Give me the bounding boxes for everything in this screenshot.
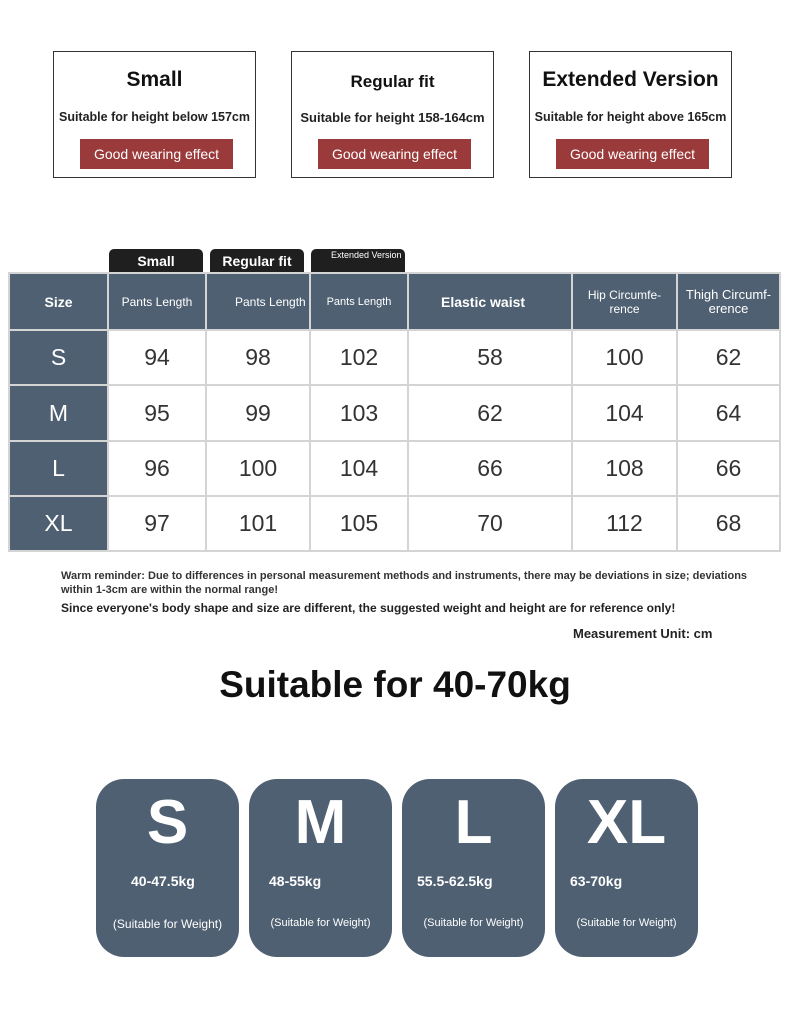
table-cell: 100 bbox=[572, 330, 677, 385]
version-card-extended bbox=[529, 51, 732, 178]
header-size: Size bbox=[9, 273, 108, 330]
version-title: Extended Version bbox=[542, 68, 719, 91]
table-cell: 62 bbox=[677, 330, 780, 385]
tag-extended: Extended Version bbox=[311, 249, 405, 273]
measurement-unit: Measurement Unit: cm bbox=[573, 626, 713, 641]
table-cell: 112 bbox=[572, 496, 677, 551]
weight-label: (Suitable for Weight) bbox=[112, 917, 223, 931]
table-cell: 94 bbox=[108, 330, 206, 385]
weight-range: 48-55kg bbox=[269, 873, 322, 889]
weight-size-letter: L bbox=[454, 788, 493, 857]
table-cell: 100 bbox=[206, 441, 310, 496]
row-size: L bbox=[9, 441, 108, 496]
table-cell: 97 bbox=[108, 496, 206, 551]
weight-range: 63-70kg bbox=[570, 873, 623, 889]
table-cell: 99 bbox=[206, 385, 310, 440]
table-cell: 104 bbox=[572, 385, 677, 440]
weight-card-m bbox=[249, 779, 392, 957]
weight-card-l bbox=[402, 779, 545, 957]
row-size: S bbox=[9, 330, 108, 385]
size-table bbox=[8, 272, 781, 552]
header-thigh: Thigh Circumf-erence bbox=[677, 273, 780, 330]
weight-size-letter: S bbox=[146, 788, 189, 857]
header-hip: Hip Circumfe-rence bbox=[572, 273, 677, 330]
table-row bbox=[9, 441, 780, 496]
table-cell: 103 bbox=[310, 385, 408, 440]
table-cell: 64 bbox=[677, 385, 780, 440]
weight-range: 55.5-62.5kg bbox=[417, 873, 493, 889]
table-row bbox=[9, 385, 780, 440]
header-elastic-waist: Elastic waist bbox=[408, 273, 572, 330]
row-size: XL bbox=[9, 496, 108, 551]
version-title: Small bbox=[126, 68, 183, 91]
weight-label: (Suitable for Weight) bbox=[270, 917, 371, 929]
version-height: Suitable for height 158-164cm bbox=[300, 110, 485, 125]
weight-size-letter: XL bbox=[586, 788, 667, 857]
version-badge: Good wearing effect bbox=[556, 139, 709, 169]
table-cell: 101 bbox=[206, 496, 310, 551]
weight-range: 40-47.5kg bbox=[131, 873, 195, 889]
weight-card-s bbox=[96, 779, 239, 957]
table-row bbox=[9, 330, 780, 385]
row-size: M bbox=[9, 385, 108, 440]
table-cell: 68 bbox=[677, 496, 780, 551]
table-cell: 102 bbox=[310, 330, 408, 385]
table-header-row bbox=[9, 273, 780, 330]
table-cell: 62 bbox=[408, 385, 572, 440]
table-cell: 66 bbox=[677, 441, 780, 496]
weight-size-letter: M bbox=[294, 788, 347, 857]
tag-small: Small bbox=[109, 249, 203, 273]
weight-label: (Suitable for Weight) bbox=[576, 917, 677, 929]
version-title: Regular fit bbox=[350, 72, 435, 91]
version-card-small bbox=[53, 51, 256, 178]
table-cell: 98 bbox=[206, 330, 310, 385]
version-height: Suitable for height below 157cm bbox=[58, 110, 250, 124]
version-badge: Good wearing effect bbox=[318, 139, 471, 169]
warm-reminder: Warm reminder: Due to differences in personal measurement methods and instruments, there may be deviations in size; deviations within 1-3cm are within the normal range! bbox=[61, 570, 748, 596]
version-card-regular bbox=[291, 51, 494, 178]
header-pants-length-regular: Pants Length bbox=[206, 273, 310, 330]
weight-card-xl bbox=[555, 779, 698, 957]
table-cell: 104 bbox=[310, 441, 408, 496]
table-cell: 108 bbox=[572, 441, 677, 496]
version-badge: Good wearing effect bbox=[80, 139, 233, 169]
weight-label: (Suitable for Weight) bbox=[423, 917, 524, 929]
tag-regular: Regular fit bbox=[210, 249, 304, 273]
reference-note: Since everyone's body shape and size are different, the suggested weight and height are for reference only! bbox=[61, 601, 676, 615]
header-pants-length-small: Pants Length bbox=[108, 273, 206, 330]
suitable-weight-title: Suitable for 40-70kg bbox=[219, 664, 571, 705]
table-cell: 58 bbox=[408, 330, 572, 385]
table-row bbox=[9, 496, 780, 551]
table-cell: 66 bbox=[408, 441, 572, 496]
header-pants-length-extended: Pants Length bbox=[310, 273, 408, 330]
table-cell: 105 bbox=[310, 496, 408, 551]
table-cell: 95 bbox=[108, 385, 206, 440]
table-cell: 96 bbox=[108, 441, 206, 496]
table-cell: 70 bbox=[408, 496, 572, 551]
version-height: Suitable for height above 165cm bbox=[534, 110, 727, 124]
